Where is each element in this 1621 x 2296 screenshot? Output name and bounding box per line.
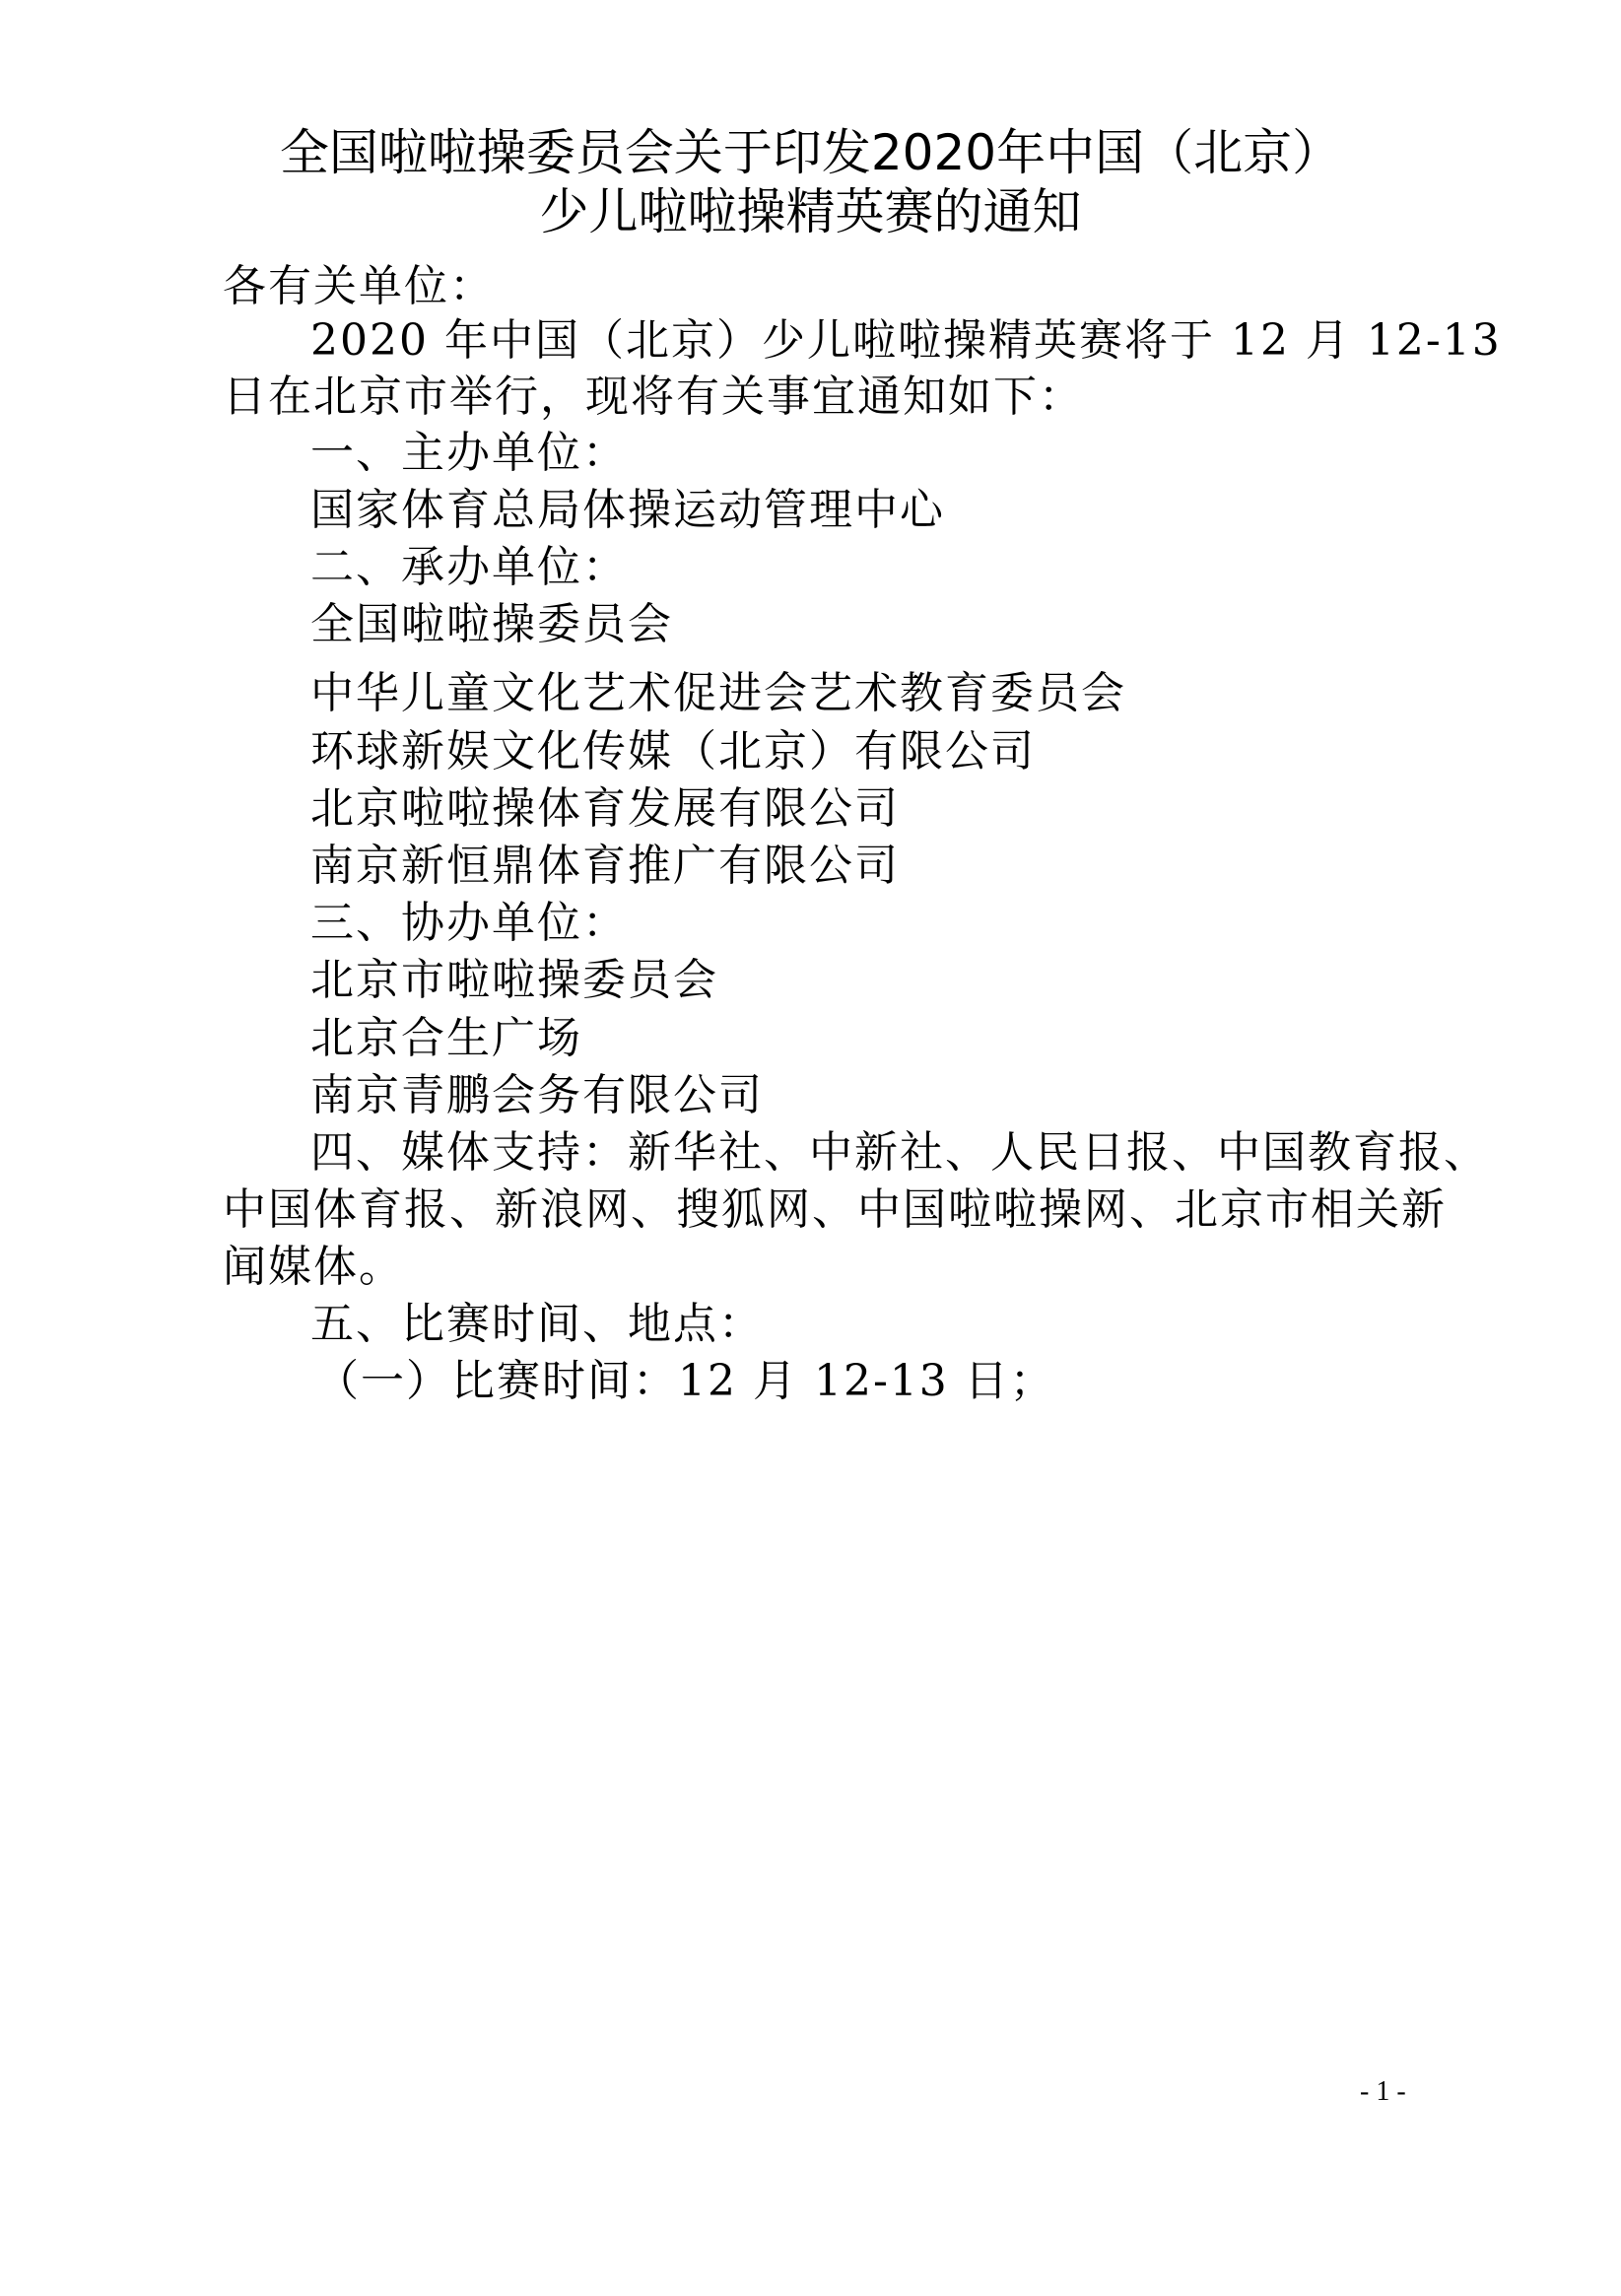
section-5-time: （一）比赛时间：12 月 12-13 日；	[315, 1356, 1055, 1406]
co-organizer-item: 北京合生广场	[310, 1013, 582, 1063]
section-2-heading: 二、承办单位：	[310, 542, 628, 592]
section-5-heading: 五、比赛时间、地点：	[310, 1299, 764, 1349]
section-4-line-2: 中国体育报、新浪网、搜狐网、中国啦啦操网、北京市相关新	[223, 1184, 1447, 1235]
page-number: - 1 -	[1360, 2076, 1406, 2107]
section-3-heading: 三、协办单位：	[310, 898, 628, 948]
document-title-line-1: 全国啦啦操委员会关于印发2020年中国（北京）	[279, 124, 1342, 181]
host-unit-item: 全国啦啦操委员会	[310, 599, 673, 649]
intro-line-2: 日在北京市举行，现将有关事宜通知如下：	[223, 371, 1084, 422]
host-unit-item: 环球新娱文化传媒（北京）有限公司	[310, 726, 1036, 777]
document-title-line-2: 少儿啦啦操精英赛的通知	[539, 183, 1082, 240]
host-unit-item: 北京啦啦操体育发展有限公司	[310, 783, 900, 834]
section-4-line-1: 四、媒体支持：新华社、中新社、人民日报、中国教育报、	[310, 1127, 1489, 1178]
intro-line-1: 2020 年中国（北京）少儿啦啦操精英赛将于 12 月 12-13	[310, 315, 1502, 366]
salutation: 各有关单位：	[223, 261, 495, 311]
host-unit-item: 中华儿童文化艺术促进会艺术教育委员会	[310, 668, 1126, 718]
section-4-line-3: 闻媒体。	[223, 1242, 404, 1292]
co-organizer-item: 北京市啦啦操委员会	[310, 955, 718, 1005]
co-organizer-item: 南京青鹏会务有限公司	[310, 1070, 764, 1120]
host-unit-item: 南京新恒鼎体育推广有限公司	[310, 841, 900, 891]
organizer-item: 国家体育总局体操运动管理中心	[310, 485, 945, 535]
section-1-heading: 一、主办单位：	[310, 428, 628, 478]
